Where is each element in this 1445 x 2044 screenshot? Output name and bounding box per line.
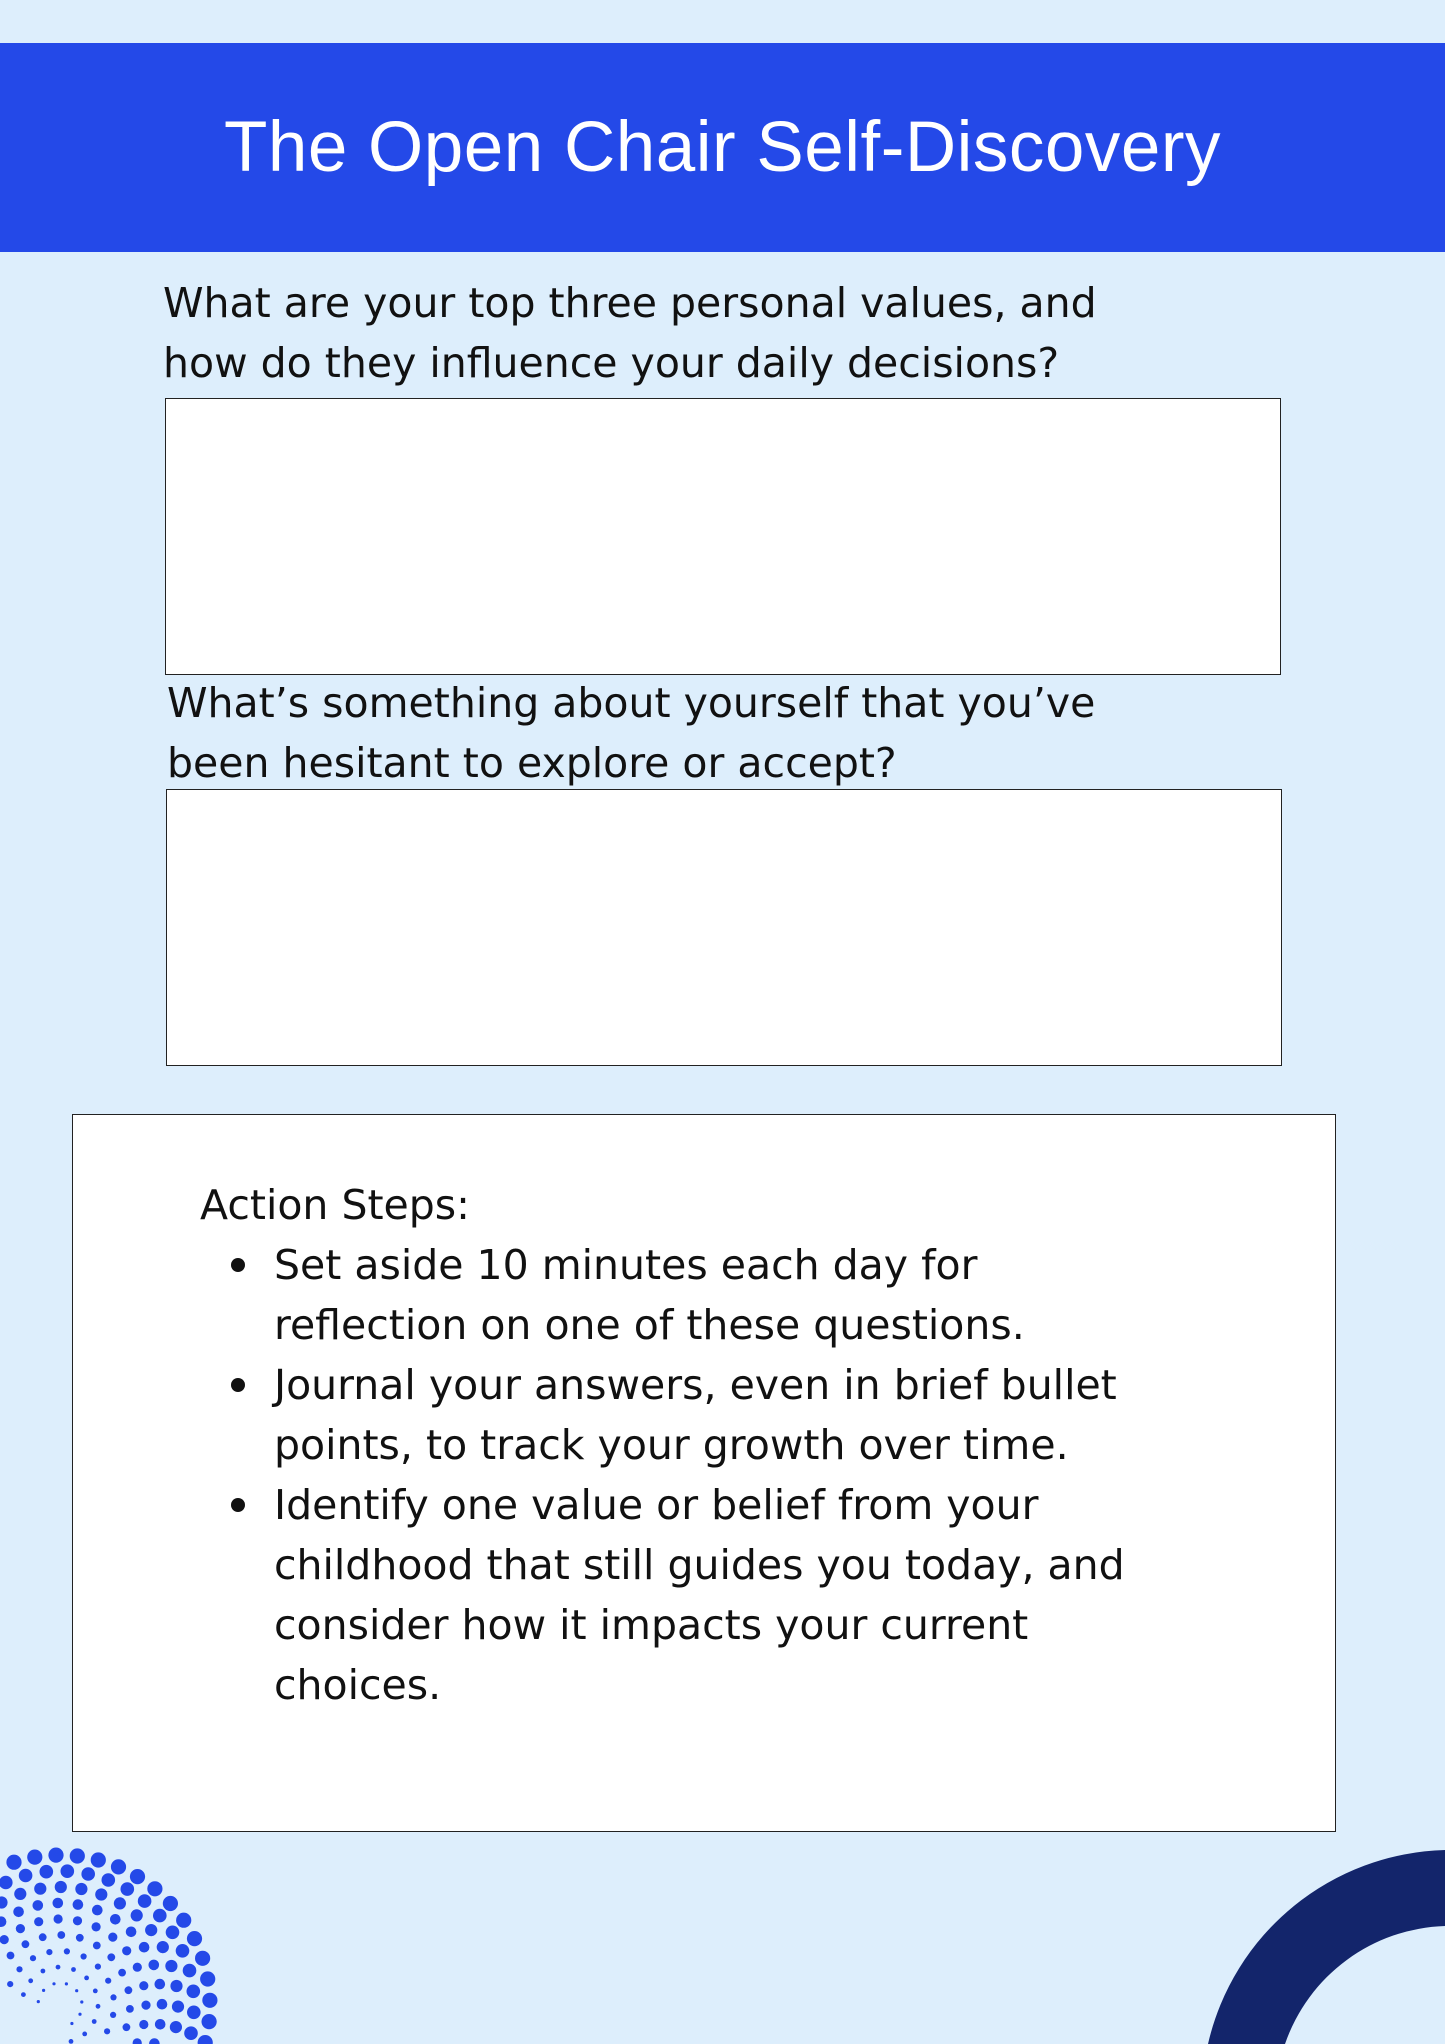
spiral-dot: [92, 1922, 101, 1931]
action-step-text: Journal your answers, even in brief bullet points, to track your growth over time.: [274, 1361, 1117, 1469]
spiral-dot: [56, 1965, 61, 1970]
spiral-dot: [13, 1907, 24, 1918]
action-step-item: [274, 1475, 1144, 1715]
spiral-dot: [76, 1934, 84, 1942]
spiral-dot: [41, 1969, 46, 1974]
spiral-dot: [187, 1985, 201, 1999]
spiral-dot: [0, 1896, 8, 1908]
spiral-dot: [184, 2026, 198, 2040]
spiral-dot: [27, 1850, 42, 1865]
spiral-dot: [141, 2001, 150, 2010]
spiral-dot: [176, 1944, 190, 1958]
spiral-dot: [114, 1897, 126, 1909]
spiral-dot: [172, 2001, 184, 2013]
spiral-dot: [78, 2013, 81, 2016]
spiral-dot: [73, 1899, 84, 1910]
spiral-dot: [149, 1960, 160, 1971]
prompt-question-values: What are your top three personal values, and how do they influence your daily decisions?: [163, 279, 1097, 387]
spiral-dot: [30, 1955, 36, 1961]
spiral-dot: [108, 1933, 117, 1942]
spiral-dot: [147, 1881, 162, 1896]
spiral-dot: [34, 1883, 46, 1895]
spiral-dot: [52, 1982, 55, 1985]
spiral-dot: [7, 1981, 13, 1987]
spiral-dot: [107, 1953, 115, 1961]
spiral-dot: [138, 1894, 152, 1908]
spiral-dot: [202, 1993, 217, 2008]
spiral-dot: [80, 2000, 83, 2003]
spiral-dot: [95, 1964, 101, 1970]
spiral-dot: [166, 1926, 180, 1940]
action-steps-title: Action Steps:: [200, 1181, 470, 1229]
dot-spiral-decoration-icon: [0, 1840, 220, 2044]
spiral-dot: [22, 1940, 30, 1948]
spiral-dot: [55, 1881, 67, 1893]
spiral-dot: [40, 1865, 54, 1879]
spiral-dot: [195, 1951, 210, 1966]
spiral-dot: [124, 1986, 132, 1994]
spiral-dot: [0, 1916, 6, 1927]
spiral-dot: [111, 1859, 126, 1874]
spiral-dot: [65, 1982, 68, 1985]
spiral-dot: [0, 1935, 9, 1944]
arc-shape: [1208, 1850, 1445, 2044]
spiral-dot: [187, 1931, 202, 1946]
answer-box-values[interactable]: [165, 398, 1281, 675]
spiral-dot: [133, 2038, 142, 2044]
spiral-dot: [176, 1913, 191, 1928]
spiral-dot: [14, 1888, 26, 1900]
spiral-dot: [123, 2023, 131, 2031]
spiral-dot: [73, 1916, 82, 1925]
spiral-dot: [53, 1898, 64, 1909]
spiral-dot: [157, 1941, 169, 1953]
spiral-dot: [75, 1989, 78, 1992]
action-step-text: Identify one value or belief from your childhood that still guides you today, and consider how it impacts your current choices.: [274, 1481, 1125, 1709]
bullet-dot-icon: [231, 1498, 245, 1512]
bullet-dot-icon: [231, 1378, 245, 1392]
spiral-dot: [28, 1978, 33, 1983]
spiral-dot: [64, 1948, 70, 1954]
spiral-dot: [170, 1980, 182, 1992]
spiral-dot: [69, 2039, 74, 2044]
spiral-dot: [19, 1869, 33, 1883]
spiral-dot: [110, 2012, 116, 2018]
spiral-dot: [155, 2019, 166, 2030]
spiral-dot: [145, 1924, 157, 1936]
spiral-dot: [48, 1848, 63, 1863]
spiral-dot: [81, 1953, 87, 1959]
spiral-dot: [126, 1927, 137, 1938]
spiral-dot: [95, 1888, 107, 1900]
spiral-dot: [165, 1960, 177, 1972]
spiral-dot: [105, 1978, 111, 1984]
spiral-dot: [57, 1931, 65, 1939]
spiral-dot: [37, 2000, 40, 2003]
spiral-dot: [155, 1979, 166, 1990]
spiral-dot: [118, 1969, 126, 1977]
bullet-dot-icon: [231, 1258, 245, 1272]
spiral-dot: [198, 2035, 213, 2044]
action-step-item: [274, 1355, 1144, 1475]
arc-decoration-icon: [1190, 1840, 1445, 2044]
spiral-dot: [183, 1964, 197, 1978]
spiral-dot: [54, 1914, 63, 1923]
spiral-dot: [102, 1873, 116, 1887]
spiral-dot: [46, 1949, 52, 1955]
spiral-dot: [93, 1942, 101, 1950]
spiral-dot: [200, 1971, 215, 1986]
spiral-dot: [93, 1989, 98, 1994]
spiral-dot: [33, 1900, 44, 1911]
spiral-dot: [130, 1869, 145, 1884]
spiral-dot: [71, 1967, 76, 1972]
spiral-dot: [70, 2022, 73, 2025]
spiral-dot: [126, 2005, 134, 2013]
spiral-dot: [131, 1909, 143, 1921]
spiral-dot: [110, 1994, 116, 2000]
spiral-dot: [21, 1992, 26, 1997]
action-step-item: [274, 1235, 1144, 1355]
spiral-dot: [82, 2032, 87, 2037]
spiral-dot: [70, 1848, 85, 1863]
spiral-dot: [92, 2019, 97, 2024]
spiral-dot: [157, 1999, 168, 2010]
spiral-dot: [7, 1952, 15, 1960]
spiral-dot: [16, 1924, 25, 1933]
spiral-dot: [81, 1867, 95, 1881]
spiral-dot: [139, 1981, 148, 1990]
spiral-dot: [92, 1905, 103, 1916]
spiral-dot: [42, 1989, 45, 1992]
spiral-dot: [170, 2021, 182, 2033]
spiral-dot: [121, 1882, 135, 1896]
spiral-dot: [91, 1852, 106, 1867]
spiral-dot: [16, 1966, 22, 1972]
prompt-question-hesitant: What’s something about yourself that you’ve been hesitant to explore or accept?: [167, 679, 1096, 787]
spiral-dot: [122, 1946, 131, 1955]
spiral-dot: [34, 1917, 43, 1926]
spiral-dot: [96, 2004, 101, 2009]
spiral-dot: [0, 1876, 13, 1890]
spiral-dot: [139, 1942, 150, 1953]
answer-box-hesitant[interactable]: [166, 789, 1282, 1066]
page-title: The Open Chair Self-Discovery: [223, 108, 1222, 187]
spiral-dot: [84, 1976, 89, 1981]
spiral-dot: [110, 1914, 121, 1925]
spiral-dot: [133, 1963, 142, 1972]
action-steps-list: [274, 1235, 1144, 1715]
spiral-dot: [139, 2020, 148, 2029]
spiral-dot: [104, 2028, 110, 2034]
spiral-dot: [153, 1909, 167, 1923]
spiral-dot: [61, 1864, 75, 1878]
spiral-dot: [149, 2038, 160, 2044]
action-step-text: Set aside 10 minutes each day for reflection on one of these questions.: [274, 1241, 1025, 1349]
spiral-dot: [202, 2014, 217, 2029]
spiral-dot: [187, 2006, 201, 2020]
spiral-dot: [75, 1883, 87, 1895]
spiral-dot: [163, 1896, 178, 1911]
spiral-dot: [6, 1855, 21, 1870]
spiral-dot: [39, 1933, 47, 1941]
